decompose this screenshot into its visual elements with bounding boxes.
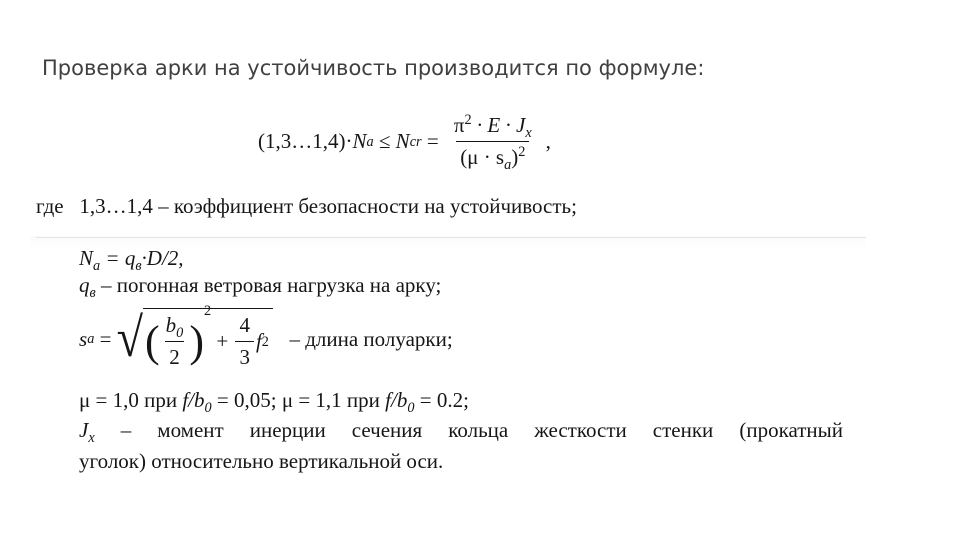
- where-prefix: где 1,3…1,4: [36, 194, 153, 218]
- formula-den-sup: 2: [518, 144, 526, 160]
- b0-sub: 0: [176, 325, 184, 342]
- formula-coefficient: (1,3…1,4)·: [258, 129, 353, 153]
- right-paren-icon: ): [189, 316, 204, 366]
- jx-text-2: уголок) относительно вертикальной оси.: [79, 449, 444, 473]
- left-paren-icon: (: [145, 316, 160, 366]
- four-thirds: [235, 313, 254, 370]
- formula-trailing-comma: ,: [545, 129, 551, 153]
- three: 3: [235, 341, 254, 370]
- where-text: – коэффициент безопасности на устойчивость;: [152, 194, 577, 218]
- na-symbol: N: [79, 246, 94, 270]
- b0-over-2: [162, 313, 188, 370]
- four: 4: [239, 313, 250, 337]
- formula-leq: ≤: [373, 129, 396, 153]
- formula-pi-sup: 2: [464, 112, 472, 128]
- formula-equals: =: [421, 129, 444, 153]
- qv-definition: [79, 273, 442, 302]
- qv-symbol: q: [79, 273, 90, 297]
- page-heading: Проверка арки на устойчивость производится по формуле:: [42, 56, 705, 80]
- qv-sub: в: [89, 285, 96, 302]
- b0-den: 2: [165, 341, 184, 370]
- mu-part-1: μ = 1,0 при: [79, 388, 183, 412]
- main-formula: (1,3…1,4)· N a ≤ N cr = $\frac{\pi^2 \cdot E \cdot J_x}{(\mu \cdot s_a)^2}$ ,: [258, 112, 551, 174]
- formula-num-rest: · E · J: [471, 113, 526, 137]
- mu-part-2: = 0,05; μ = 1,1 при: [211, 388, 386, 412]
- formula-ncr: N: [395, 129, 410, 153]
- formula-numerator: [450, 113, 536, 141]
- na-sub: a: [93, 258, 101, 275]
- formula-num-sub: x: [525, 125, 532, 142]
- formula-denominator: [456, 141, 529, 174]
- jx-line-1: [79, 418, 843, 447]
- mu-f1: f/b: [182, 388, 205, 412]
- jx-definition: [79, 418, 843, 447]
- plus-sign: +: [211, 329, 234, 353]
- jx-symbol: J: [79, 418, 89, 442]
- mu-f2: f/b: [385, 388, 408, 412]
- na-tail: ·D/2,: [141, 246, 184, 270]
- formula-den-close: ): [511, 145, 519, 169]
- formula-fraction: [450, 112, 536, 174]
- jx-text: – момент инерции сечения кольца жесткости стенки (прокатный: [94, 418, 843, 442]
- formula-den-sub: a: [504, 157, 512, 174]
- sa-radicand: ( $\frac{b_0}{2}$ ) 2 + $\frac{4}{3}$ f 2: [143, 308, 273, 370]
- f-symbol: f: [255, 329, 262, 353]
- qv-text: – погонная ветровая нагрузка на арку;: [95, 273, 442, 297]
- sa-definition: s a = √ ( $\frac{b_0}{2}$ ) 2 + $\frac{4}{3}$ f 2 – длина полуарки;: [79, 303, 453, 369]
- mu-part-3: = 0.2;: [414, 388, 469, 412]
- formula-pi: π: [453, 113, 465, 137]
- jx-definition-cont: [79, 449, 443, 474]
- mu-definition: [79, 388, 469, 417]
- mu-f1-sub: 0: [204, 400, 212, 417]
- na-rhs: = q: [100, 246, 136, 270]
- formula-na: N: [352, 129, 367, 153]
- sa-equals: =: [94, 326, 117, 351]
- na-q-sub: в: [135, 258, 142, 275]
- sqrt-icon: √: [116, 307, 144, 369]
- b0-symbol: b: [165, 313, 177, 337]
- sa-text: – длина полуарки;: [278, 326, 453, 351]
- jx-sub: x: [88, 430, 95, 447]
- scan-divider: [36, 237, 866, 238]
- formula-den-open: (μ · s: [460, 145, 505, 169]
- where-line: [36, 194, 577, 219]
- mu-f2-sub: 0: [407, 400, 415, 417]
- sa-symbol: s: [79, 326, 88, 351]
- sa-sqrt: [116, 303, 273, 370]
- na-definition: [79, 246, 184, 275]
